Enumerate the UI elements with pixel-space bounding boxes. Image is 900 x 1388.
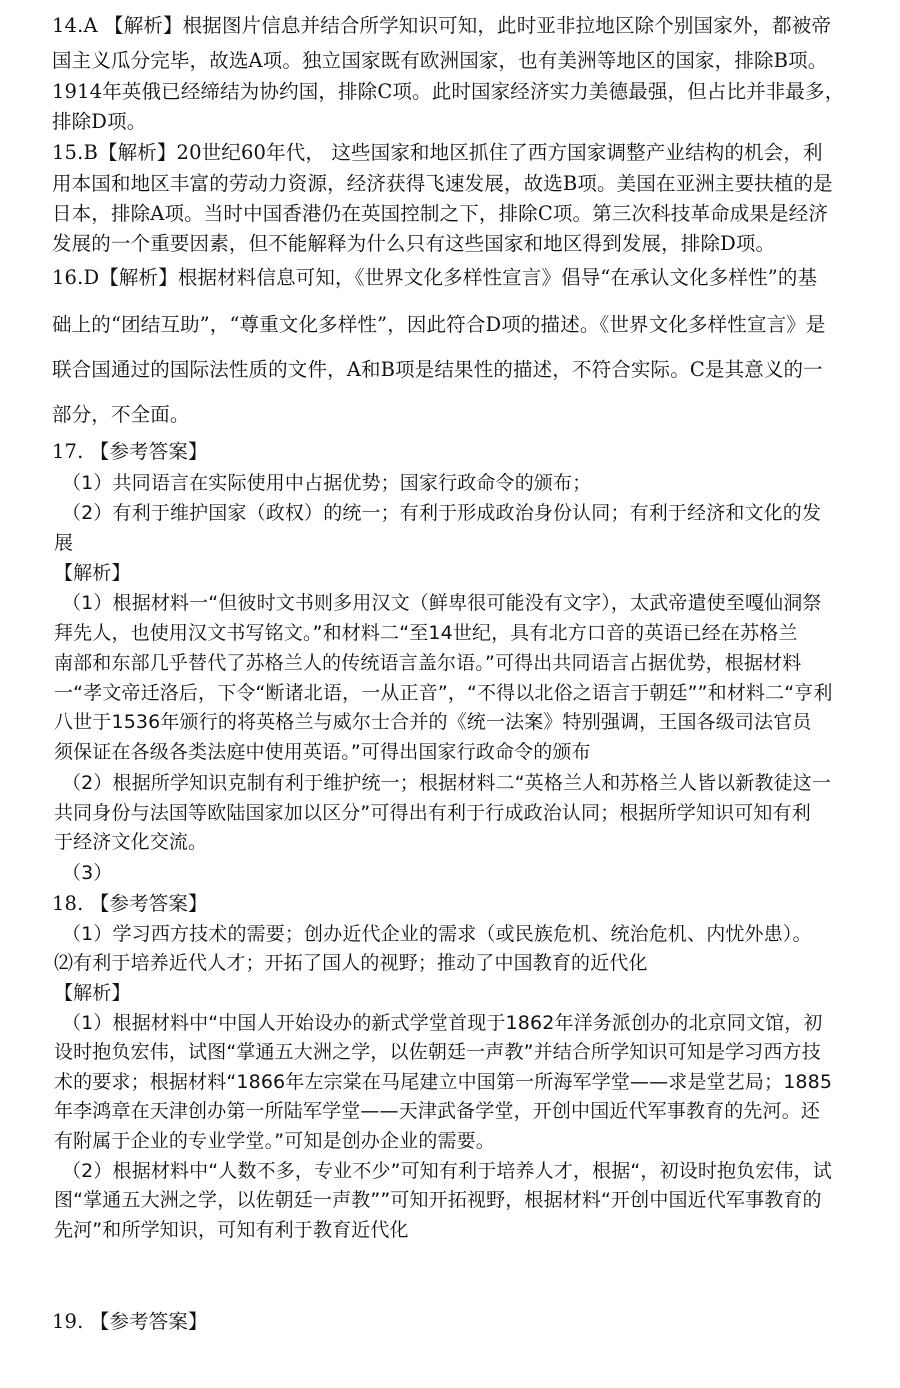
- q17-part3: （3）: [62, 862, 113, 884]
- q18-answer-2: ⑵有利于培养近代人才；开拓了国人的视野；推动了中国教育的近代化: [54, 952, 648, 974]
- q15-line-1: 15.B【解析】20世纪60年代， 这些国家和地区抓住了西方国家调整产业结构的机会，利: [52, 141, 823, 164]
- q18-heading: 18. 【参考答案】: [52, 892, 208, 915]
- q14-line-4: 排除D项。: [52, 110, 147, 133]
- q14-line-1: 14.A 【解析】根据图片信息并结合所学知识可知，此时亚非拉地区除个别国家外，都被帝: [52, 14, 832, 37]
- q16-line-1: 16.D【解析】根据材料信息可知，《世界文化多样性宣言》倡导“在承认文化多样性”的基: [52, 266, 818, 289]
- q15-line-3: 日本，排除A项。当时中国香港仍在英国控制之下，排除C项。第三次科技革命成果是经济: [52, 202, 829, 225]
- q17-analysis-line-1: （1）根据材料一“但彼时文书则多用汉文（鲜卑很可能没有文字），太武帝遣使至嘎仙洞祭: [62, 592, 822, 614]
- q16-line-4: 部分，不全面。: [52, 403, 190, 426]
- q18-analysis-line-3: 术的要求；根据材料“1866年左宗棠在马尾建立中国第一所海军学堂——求是堂艺局；1885: [54, 1071, 833, 1093]
- q17-analysis-heading: 【解析】: [54, 562, 131, 584]
- q17-analysis-line-3: 南部和东部几乎替代了苏格兰人的传统语言盖尔语。”可得出共同语言占据优势，根据材料: [54, 652, 802, 674]
- q17-analysis-line-7: （2）根据所学知识克制有利于维护统一；根据材料二“英格兰人和苏格兰人皆以新教徒这一: [62, 772, 832, 794]
- q18-answer-1: （1）学习西方技术的需要；创办近代企业的需求（或民族危机、统治危机、内忧外患）。: [62, 923, 812, 945]
- q18-analysis-line-6: （2）根据材料中“人数不多，专业不少”可知有利于培养人才，根据“，初设时抱负宏伟，试: [62, 1160, 832, 1182]
- q16-line-3: 联合国通过的国际法性质的文件，A和B项是结果性的描述，不符合实际。C是其意义的一: [52, 358, 823, 381]
- q17-analysis-line-9: 于经济文化交流。: [54, 831, 208, 853]
- q18-analysis-line-1: （1）根据材料中“中国人开始设办的新式学堂首现于1862年洋务派创办的北京同文馆，初: [62, 1012, 823, 1034]
- q17-analysis-line-8: 共同身份与法国等欧陆国家加以区分”可得出有利于行成政治认同；根据所学知识可知有利: [54, 802, 811, 824]
- q18-analysis-line-2: 设时抱负宏伟，试图“掌通五大洲之学，以佐朝廷一声教”并结合所学知识可知是学习西方技: [54, 1041, 821, 1063]
- q18-analysis-line-8: 先河”和所学知识，可知有利于教育近代化: [54, 1219, 409, 1241]
- q17-heading: 17. 【参考答案】: [52, 440, 208, 463]
- q18-analysis-line-5: 有附属于企业的专业学堂。”可知是创办企业的需要。: [54, 1130, 495, 1152]
- q15-line-4: 发展的一个重要因素，但不能解释为什么只有这些国家和地区得到发展，排除D项。: [52, 232, 776, 255]
- q17-analysis-line-6: 须保证在各级各类法庭中使用英语。”可得出国家行政命令的颁布: [54, 741, 591, 763]
- q17-answer-1: （1）共同语言在实际使用中占据优势；国家行政命令的颁布；: [62, 472, 592, 494]
- q17-analysis-line-2: 拜先人，也使用汉文书写铭文。”和材料二“至14世纪，具有北方口音的英语已经在苏格兰: [54, 622, 798, 644]
- q14-line-2: 国主义瓜分完毕，故选A项。独立国家既有欧洲国家，也有美洲等地区的国家，排除B项。: [52, 49, 828, 72]
- q17-answer-3: 展: [54, 532, 74, 554]
- q16-line-2: 础上的“团结互助”，“尊重文化多样性”，因此符合D项的描述。《世界文化多样性宣言》是: [52, 313, 826, 336]
- q17-analysis-line-5: 八世于1536年颁行的将英格兰与威尔士合并的《统一法案》特别强调，王国各级司法官员: [54, 711, 812, 733]
- q18-analysis-heading: 【解析】: [54, 982, 131, 1004]
- q14-line-3: 1914年英俄已经缔结为协约国，排除C项。此时国家经济实力美德最强，但占比并非最多，: [52, 80, 845, 103]
- q18-analysis-line-4: 年李鸿章在天津创办第一所陆军学堂——天津武备学堂，开创中国近代军事教育的先河。还: [54, 1100, 821, 1122]
- q18-analysis-line-7: 图“掌通五大洲之学，以佐朝廷一声教””可知开拓视野，根据材料“开创中国近代军事教育的: [54, 1189, 822, 1211]
- q17-analysis-line-4: 一“孝文帝迁洛后，下令“断诸北语，一从正音”，“不得以北俗之语言于朝廷””和材料二“亨利: [54, 682, 833, 704]
- q17-answer-2: （2）有利于维护国家（政权）的统一；有利于形成政治身份认同；有利于经济和文化的发: [62, 502, 822, 524]
- q15-line-2: 用本国和地区丰富的劳动力资源，经济获得飞速发展，故选B项。美国在亚洲主要扶植的是: [52, 172, 833, 195]
- q19-heading: 19. 【参考答案】: [52, 1310, 208, 1333]
